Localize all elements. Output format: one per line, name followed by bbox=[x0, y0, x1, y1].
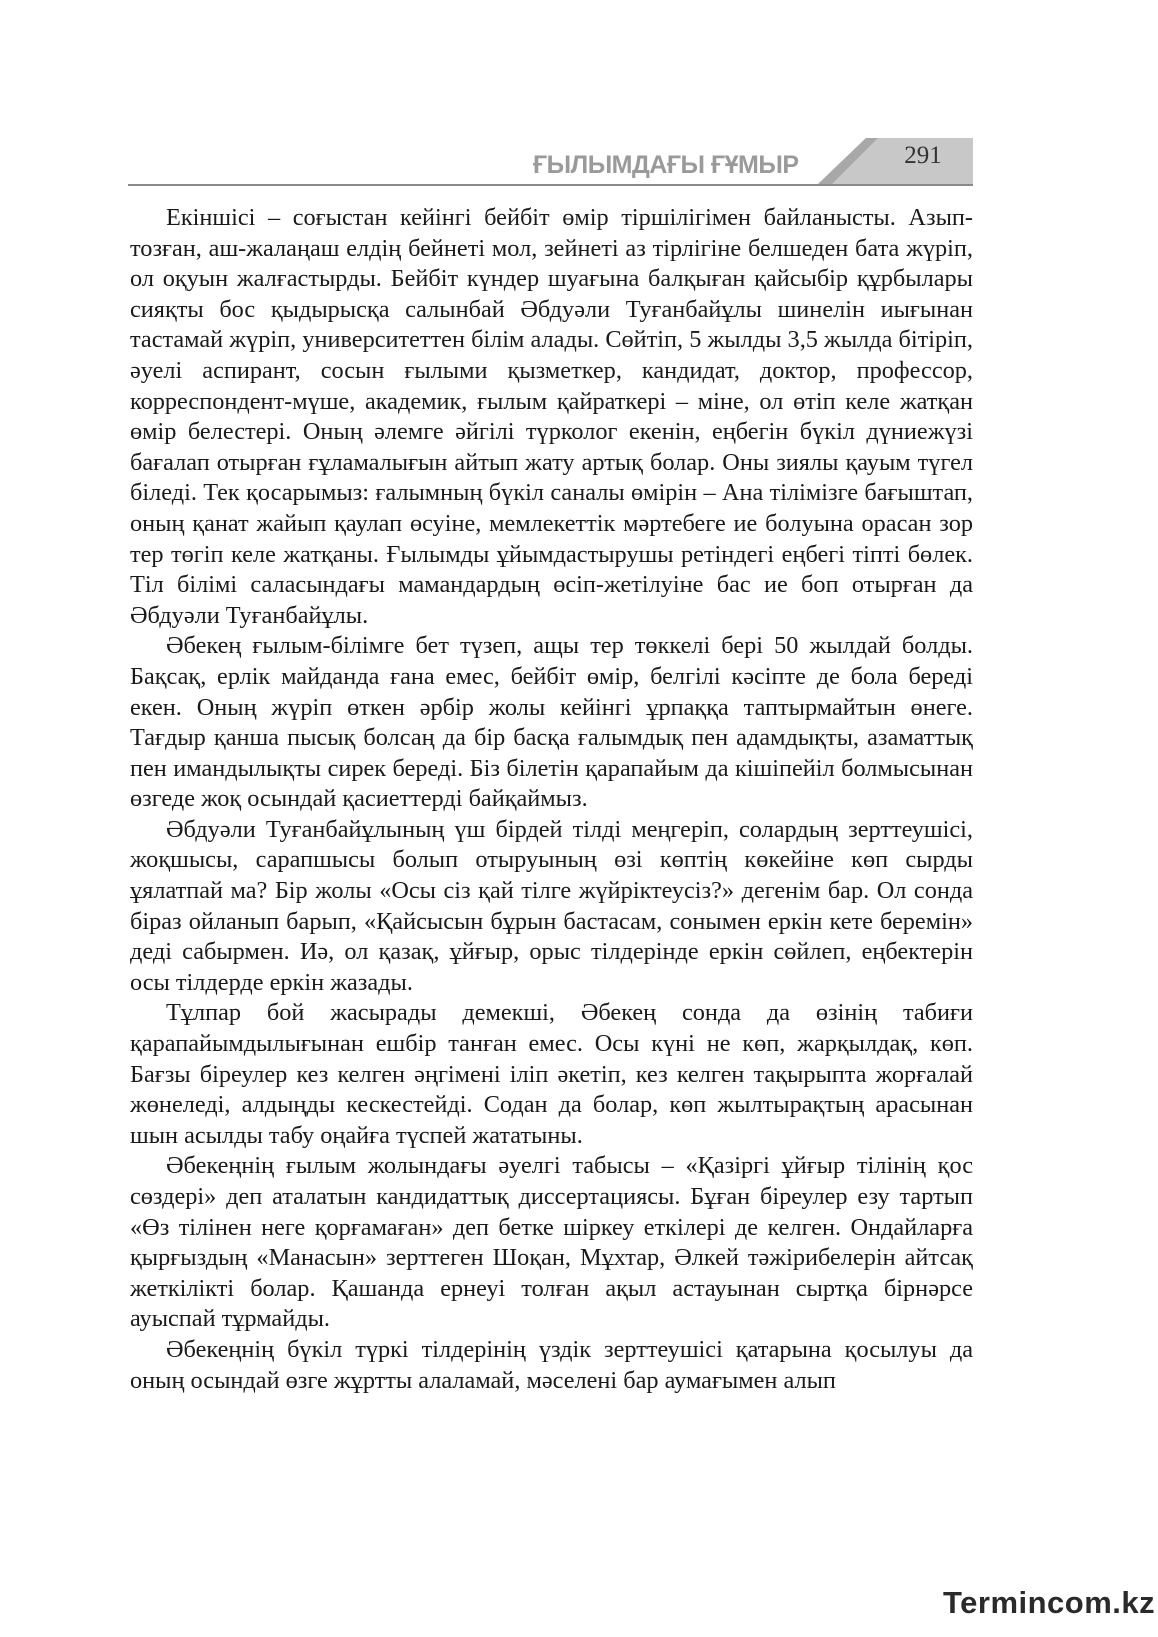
paragraph-6: Әбекеңнің бүкіл түркі тілдерінің үздік зерттеушісі қатарына қосылуы да оның осындай өзге жұртты алаламай, мәселені бар аумағымен алып bbox=[130, 1335, 973, 1394]
termincom-watermark-logo: Termincom.kz bbox=[943, 1585, 1156, 1620]
paragraph-2: Әбекең ғылым-білімге бет түзеп, ащы тер төккелі бері 50 жылдай болды. Бақсақ, ерлік майданда ғана емес, бейбіт өмір, белгілі кәсіпте де бола береді екен. Оның жүріп өткен әрбір жолы кейінгі ұрпаққа таптырмайтын өнеге. Тағдыр қанша пысық болсаң да бір басқа ғалымдық пен адамдықты, азаматтық пен имандылықты сирек береді. Біз білетін қарапайым да кішіпейіл болмысынан өзгеде жоқ осындай қасиеттерді байқаймыз. bbox=[130, 632, 973, 813]
paragraph-1: Екіншісі – соғыстан кейінгі бейбіт өмір тіршілігімен байланысты. Азып-тозған, аш-жалаңаш елдің бейнеті мол, зейнеті аз тірлігіне белшеден бата жүріп, ол оқуын жалғастырды. Бейбіт күндер шуағына балқыған қайсыбір құрбылары сияқты бос қыдырысқа салынбай Әбдуәли Туғанбайұлы шинелін иығынан тастамай жүріп, университеттен білім алады. Сөйтіп, 5 жылды 3,5 жылда бітіріп, әуелі аспирант, сосын ғылыми қызметкер, кандидат, доктор, профессор, корреспондент-мүше, академик, ғылым қайраткері – міне, ол өтіп келе жатқан өмір белестері. Оның әлемге әйгілі түрколог екенін, еңбегін бүкіл дүниежүзі бағалап отырған ғұламалығын айтып жату артық болар. Оны зиялы қауым түгел біледі. Тек қосарымыз: ғалымның бүкіл саналы өмірін – Ана тілімізге бағыштап, оның қанат жайып қаулап өсуіне, мемлекеттік мәртебеге ие болуына орасан зор тер төгіп келе жатқаны. Ғылымды ұйымдастырушы ретіндегі еңбегі тіпті бөлек. Тіл білімі саласындағы мамандардың өсіп-жетілуіне бас ие боп отырған да Әбдуәли Туғанбайұлы. bbox=[130, 204, 973, 629]
body-text bbox=[130, 203, 973, 1396]
page-number: 291 bbox=[904, 142, 942, 169]
running-header bbox=[128, 138, 973, 186]
running-header-title: ҒЫЛЫМДАҒЫ ҒҰМЫР bbox=[533, 151, 799, 179]
paragraph-3: Әбдуәли Туғанбайұлының үш бірдей тілді меңгеріп, солардың зерттеушісі, жоқшысы, сарапшысы болып отыруының өзі көптің көкейіне көп сырды ұялатпай ма? Бір жолы «Осы сіз қай тілге жүйріктеусіз?» дегенім бар. Ол сонда біраз ойланып барып, «Қайсысын бұрын бастасам, сонымен еркін кете беремін» деді сабырмен. Иә, ол қазақ, ұйғыр, орыс тілдерінде еркін сөйлеп, еңбектерін осы тілдерде еркін жазады. bbox=[130, 815, 973, 996]
paragraph-4: Тұлпар бой жасырады демекші, Әбекең сонда да өзінің табиғи қарапайымдылығынан ешбір танған емес. Осы күні не көп, жарқылдақ, көп. Бағзы біреулер кез келген әңгімені іліп әкетіп, кез келген тақырыпта жорғалай жөнеледі, алдыңды кескестейді. Содан да болар, көп жылтырақтың арасынан шын асылды табу оңайға түспей жататыны. bbox=[130, 999, 973, 1149]
header-rule bbox=[128, 184, 973, 186]
paragraph-5: Әбекеңнің ғылым жолындағы әуелгі табысы – «Қазіргі ұйғыр тілінің қос сөздері» деп аталатын кандидаттық диссертациясы. Бұған біреулер езу тартып «Өз тілінен неге қорғамаған» деп бетке шіркеу еткілері де келген. Ондайларға қырғыздың «Манасын» зерттеген Шоқан, Мұхтар, Әлкей тәжірибелерін айтсақ жеткілікті болар. Қашанда ернеуі толған ақыл астауынан сыртқа бірнәрсе ауыспай тұрмайды. bbox=[130, 1152, 973, 1333]
